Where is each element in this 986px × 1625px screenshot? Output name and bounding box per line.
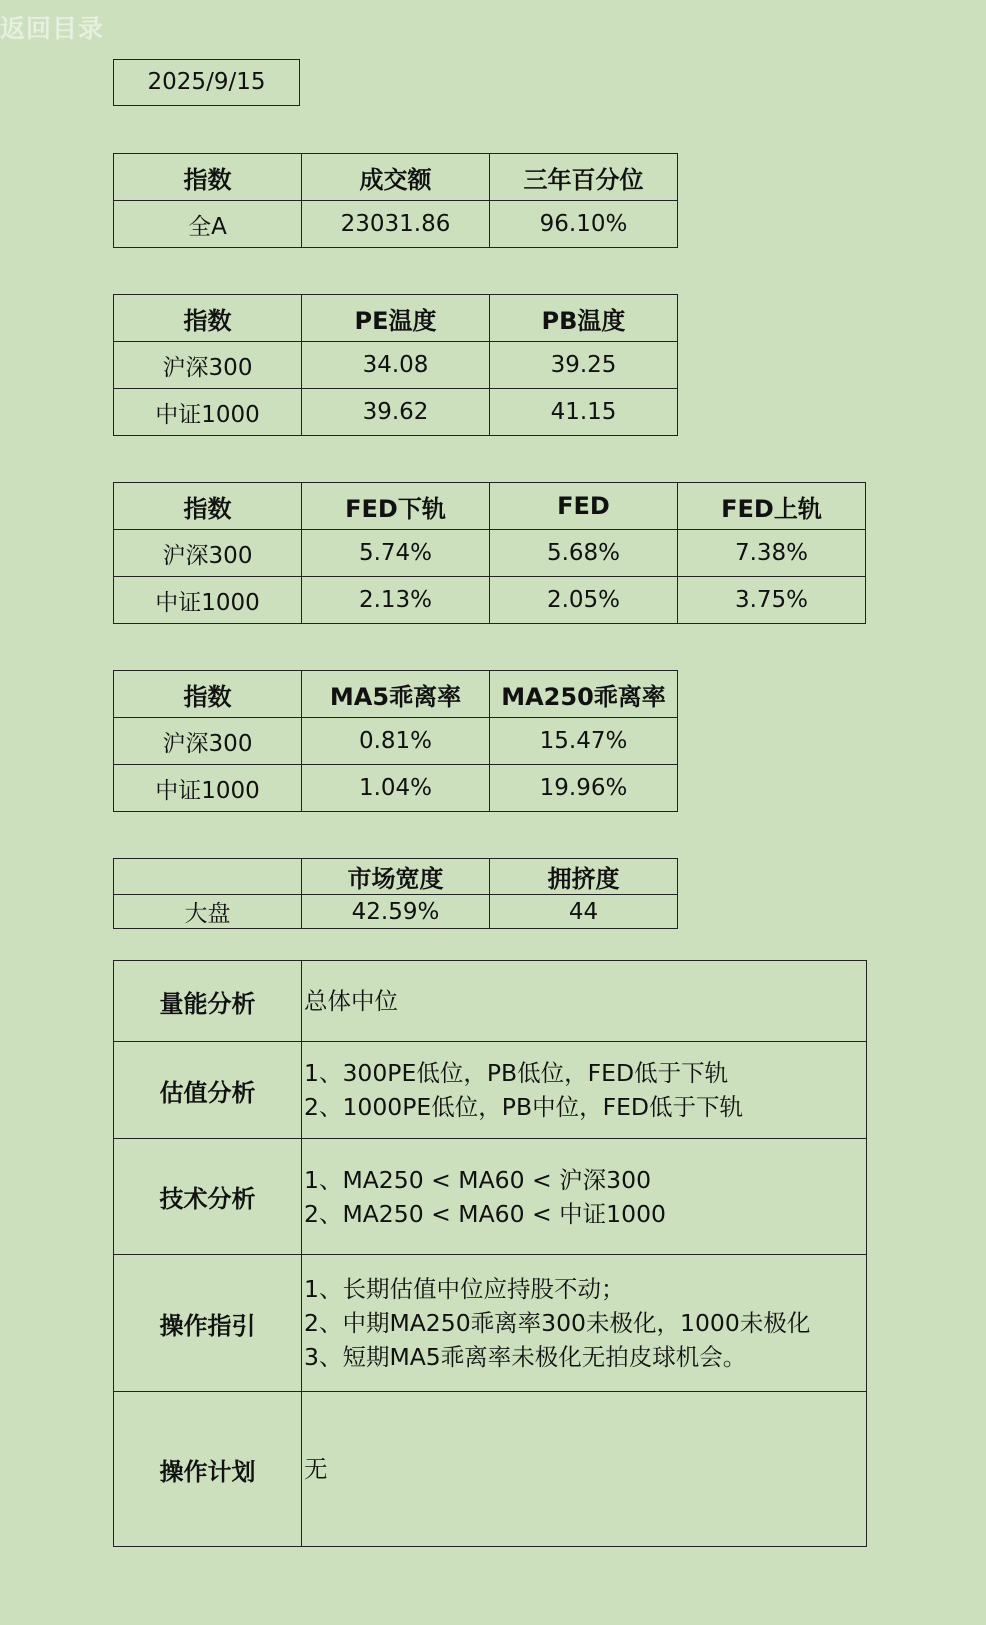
- date-cell: 2025/9/15: [113, 59, 300, 106]
- text-line: 3、短期MA5乖离率未极化无拍皮球机会。: [304, 1343, 747, 1371]
- cell: 39.25: [490, 342, 678, 389]
- technical-analysis-text: [302, 1139, 867, 1255]
- operation-plan-label: 操作计划: [114, 1392, 302, 1547]
- cell: 19.96%: [490, 765, 678, 812]
- cell: 15.47%: [490, 718, 678, 765]
- header-cell: PE温度: [302, 295, 490, 342]
- header-cell: PB温度: [490, 295, 678, 342]
- cell: 沪深300: [114, 342, 302, 389]
- cell: 大盘: [114, 895, 302, 929]
- table-row: [114, 895, 678, 929]
- cell: 34.08: [302, 342, 490, 389]
- header-cell: [114, 859, 302, 895]
- text-line: 2、MA250 < MA60 < 中证1000: [304, 1199, 666, 1228]
- table-row: [114, 1042, 867, 1139]
- technical-analysis-label: 技术分析: [114, 1139, 302, 1255]
- operation-plan-text: [302, 1392, 867, 1547]
- header-cell: 指数: [114, 671, 302, 718]
- volume-analysis-label: 量能分析: [114, 961, 302, 1042]
- header-cell: 指数: [114, 295, 302, 342]
- table-row: [114, 1139, 867, 1255]
- table-row: [114, 718, 678, 765]
- cell: 5.68%: [490, 530, 678, 577]
- cell: 23031.86: [302, 201, 490, 248]
- volume-table: [113, 153, 678, 248]
- table-row: [114, 342, 678, 389]
- cell: 96.10%: [490, 201, 678, 248]
- table-row: [114, 577, 866, 624]
- operation-guide-text: [302, 1255, 867, 1392]
- text-line: 1、MA250 < MA60 < 沪深300: [304, 1165, 652, 1194]
- header-cell: FED下轨: [302, 483, 490, 530]
- cell: 中证1000: [114, 577, 302, 624]
- valuation-analysis-text: [302, 1042, 867, 1139]
- cell: 0.81%: [302, 718, 490, 765]
- table-row: [114, 530, 866, 577]
- valuation-analysis-label: 估值分析: [114, 1042, 302, 1139]
- text-line: 2、1000PE低位，PB中位，FED低于下轨: [304, 1093, 744, 1121]
- table-row: [114, 1392, 867, 1547]
- cell: 42.59%: [302, 895, 490, 929]
- header-cell: 成交额: [302, 154, 490, 201]
- table-row: [114, 765, 678, 812]
- ma-deviation-table: [113, 670, 678, 812]
- text-line: 1、300PE低位，PB低位，FED低于下轨: [304, 1059, 729, 1087]
- cell: 1.04%: [302, 765, 490, 812]
- table-row: [114, 389, 678, 436]
- header-cell: 市场宽度: [302, 859, 490, 895]
- table-row: [114, 1255, 867, 1392]
- fed-table: [113, 482, 866, 624]
- text-line: 总体中位: [304, 987, 398, 1015]
- table-row: [114, 961, 867, 1042]
- text-line: 无: [304, 1455, 328, 1483]
- volume-analysis-text: [302, 961, 867, 1042]
- cell: 沪深300: [114, 718, 302, 765]
- cell: 中证1000: [114, 765, 302, 812]
- cell: 7.38%: [678, 530, 866, 577]
- header-cell: 三年百分位: [490, 154, 678, 201]
- operation-guide-label: 操作指引: [114, 1255, 302, 1392]
- text-line: 2、中期MA250乖离率300未极化，1000未极化: [304, 1309, 811, 1337]
- cell: 全A: [114, 201, 302, 248]
- cell: 中证1000: [114, 389, 302, 436]
- temperature-table: [113, 294, 678, 436]
- cell: 沪深300: [114, 530, 302, 577]
- cell: 44: [490, 895, 678, 929]
- header-cell: FED: [490, 483, 678, 530]
- cell: 5.74%: [302, 530, 490, 577]
- text-line: 1、长期估值中位应持股不动；: [304, 1275, 625, 1303]
- back-to-contents-link[interactable]: 返回目录: [0, 14, 105, 43]
- table-row: [114, 201, 678, 248]
- market-breadth-table: [113, 858, 678, 929]
- cell: 3.75%: [678, 577, 866, 624]
- cell: 2.13%: [302, 577, 490, 624]
- header-cell: 指数: [114, 154, 302, 201]
- analysis-table: [113, 960, 867, 1547]
- header-cell: 拥挤度: [490, 859, 678, 895]
- cell: 2.05%: [490, 577, 678, 624]
- header-cell: 指数: [114, 483, 302, 530]
- cell: 39.62: [302, 389, 490, 436]
- header-cell: FED上轨: [678, 483, 866, 530]
- header-cell: MA250乖离率: [490, 671, 678, 718]
- header-cell: MA5乖离率: [302, 671, 490, 718]
- cell: 41.15: [490, 389, 678, 436]
